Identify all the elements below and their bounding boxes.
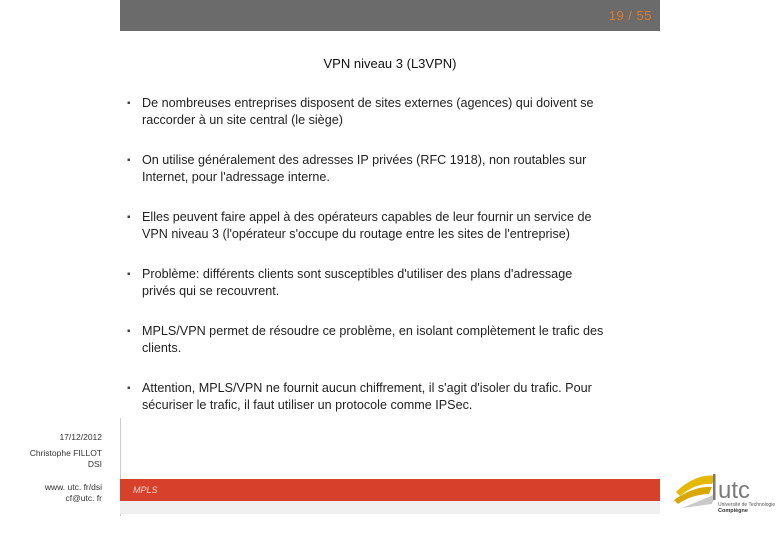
bullet-line: MPLS/VPN permet de résoudre ce problème, en isolant complètement le trafic des [142, 324, 604, 338]
bullet-line: Problème: différents clients sont susceptibles d'utiliser des plans d'adressage [142, 267, 573, 281]
bullet-marker-icon: ▪ [127, 98, 131, 109]
bullet-line: privés qui se recouvrent. [142, 284, 280, 298]
utc-logo [672, 464, 776, 524]
logo-line-1: Université de Technologie [718, 502, 776, 508]
bullet-line: Attention, MPLS/VPN ne fournit aucun chiffrement, il s'agit d'isoler du trafic. Pour [142, 381, 592, 395]
bullet-line: Internet, pour l'adressage interne. [142, 170, 330, 184]
page-number: 19 / 55 [608, 8, 652, 23]
contact-block [45, 482, 102, 504]
footer-strip [120, 501, 660, 514]
slide-title: VPN niveau 3 (L3VPN) [323, 56, 457, 71]
email-link[interactable]: cf@utc. fr [65, 493, 102, 503]
bullet-item [127, 323, 603, 357]
bullet-line: Elles peuvent faire appel à des opérateurs capables de leur fournir un service de [142, 210, 592, 224]
logo-wordmark: utc [718, 477, 751, 504]
footer-label: MPLS [133, 485, 158, 495]
website-link[interactable]: www. utc. fr/dsi [44, 482, 102, 492]
bullet-marker-icon: ▪ [127, 212, 131, 223]
bullet-item [127, 266, 572, 300]
slide-date: 17/12/2012 [59, 432, 102, 442]
bullet-item [127, 152, 586, 186]
bullet-line: raccorder à un site central (le siège) [142, 113, 343, 127]
bullet-item [127, 95, 594, 129]
bullet-marker-icon: ▪ [127, 383, 131, 394]
bullet-line: On utilise généralement des adresses IP privées (RFC 1918), non routables sur [142, 153, 587, 167]
bullet-item [127, 209, 591, 243]
bullet-line: sécuriser le trafic, il faut utiliser un protocole comme IPSec. [142, 398, 473, 412]
bullet-item [127, 380, 592, 414]
bullet-line: De nombreuses entreprises disposent de sites externes (agences) qui doivent se [142, 96, 594, 110]
bullet-marker-icon: ▪ [127, 269, 131, 280]
footer-bar [120, 479, 660, 501]
header-bar [120, 0, 660, 31]
author-name: Christophe FILLOT [29, 448, 102, 458]
author-block [30, 448, 102, 470]
bullet-line: clients. [142, 341, 182, 355]
bullet-marker-icon: ▪ [127, 326, 131, 337]
logo-line-2: Compiègne [718, 508, 748, 514]
bullet-line: VPN niveau 3 (l'opérateur s'occupe du routage entre les sites de l'entreprise) [142, 227, 570, 241]
author-department: DSI [87, 459, 102, 469]
bullet-marker-icon: ▪ [127, 155, 131, 166]
